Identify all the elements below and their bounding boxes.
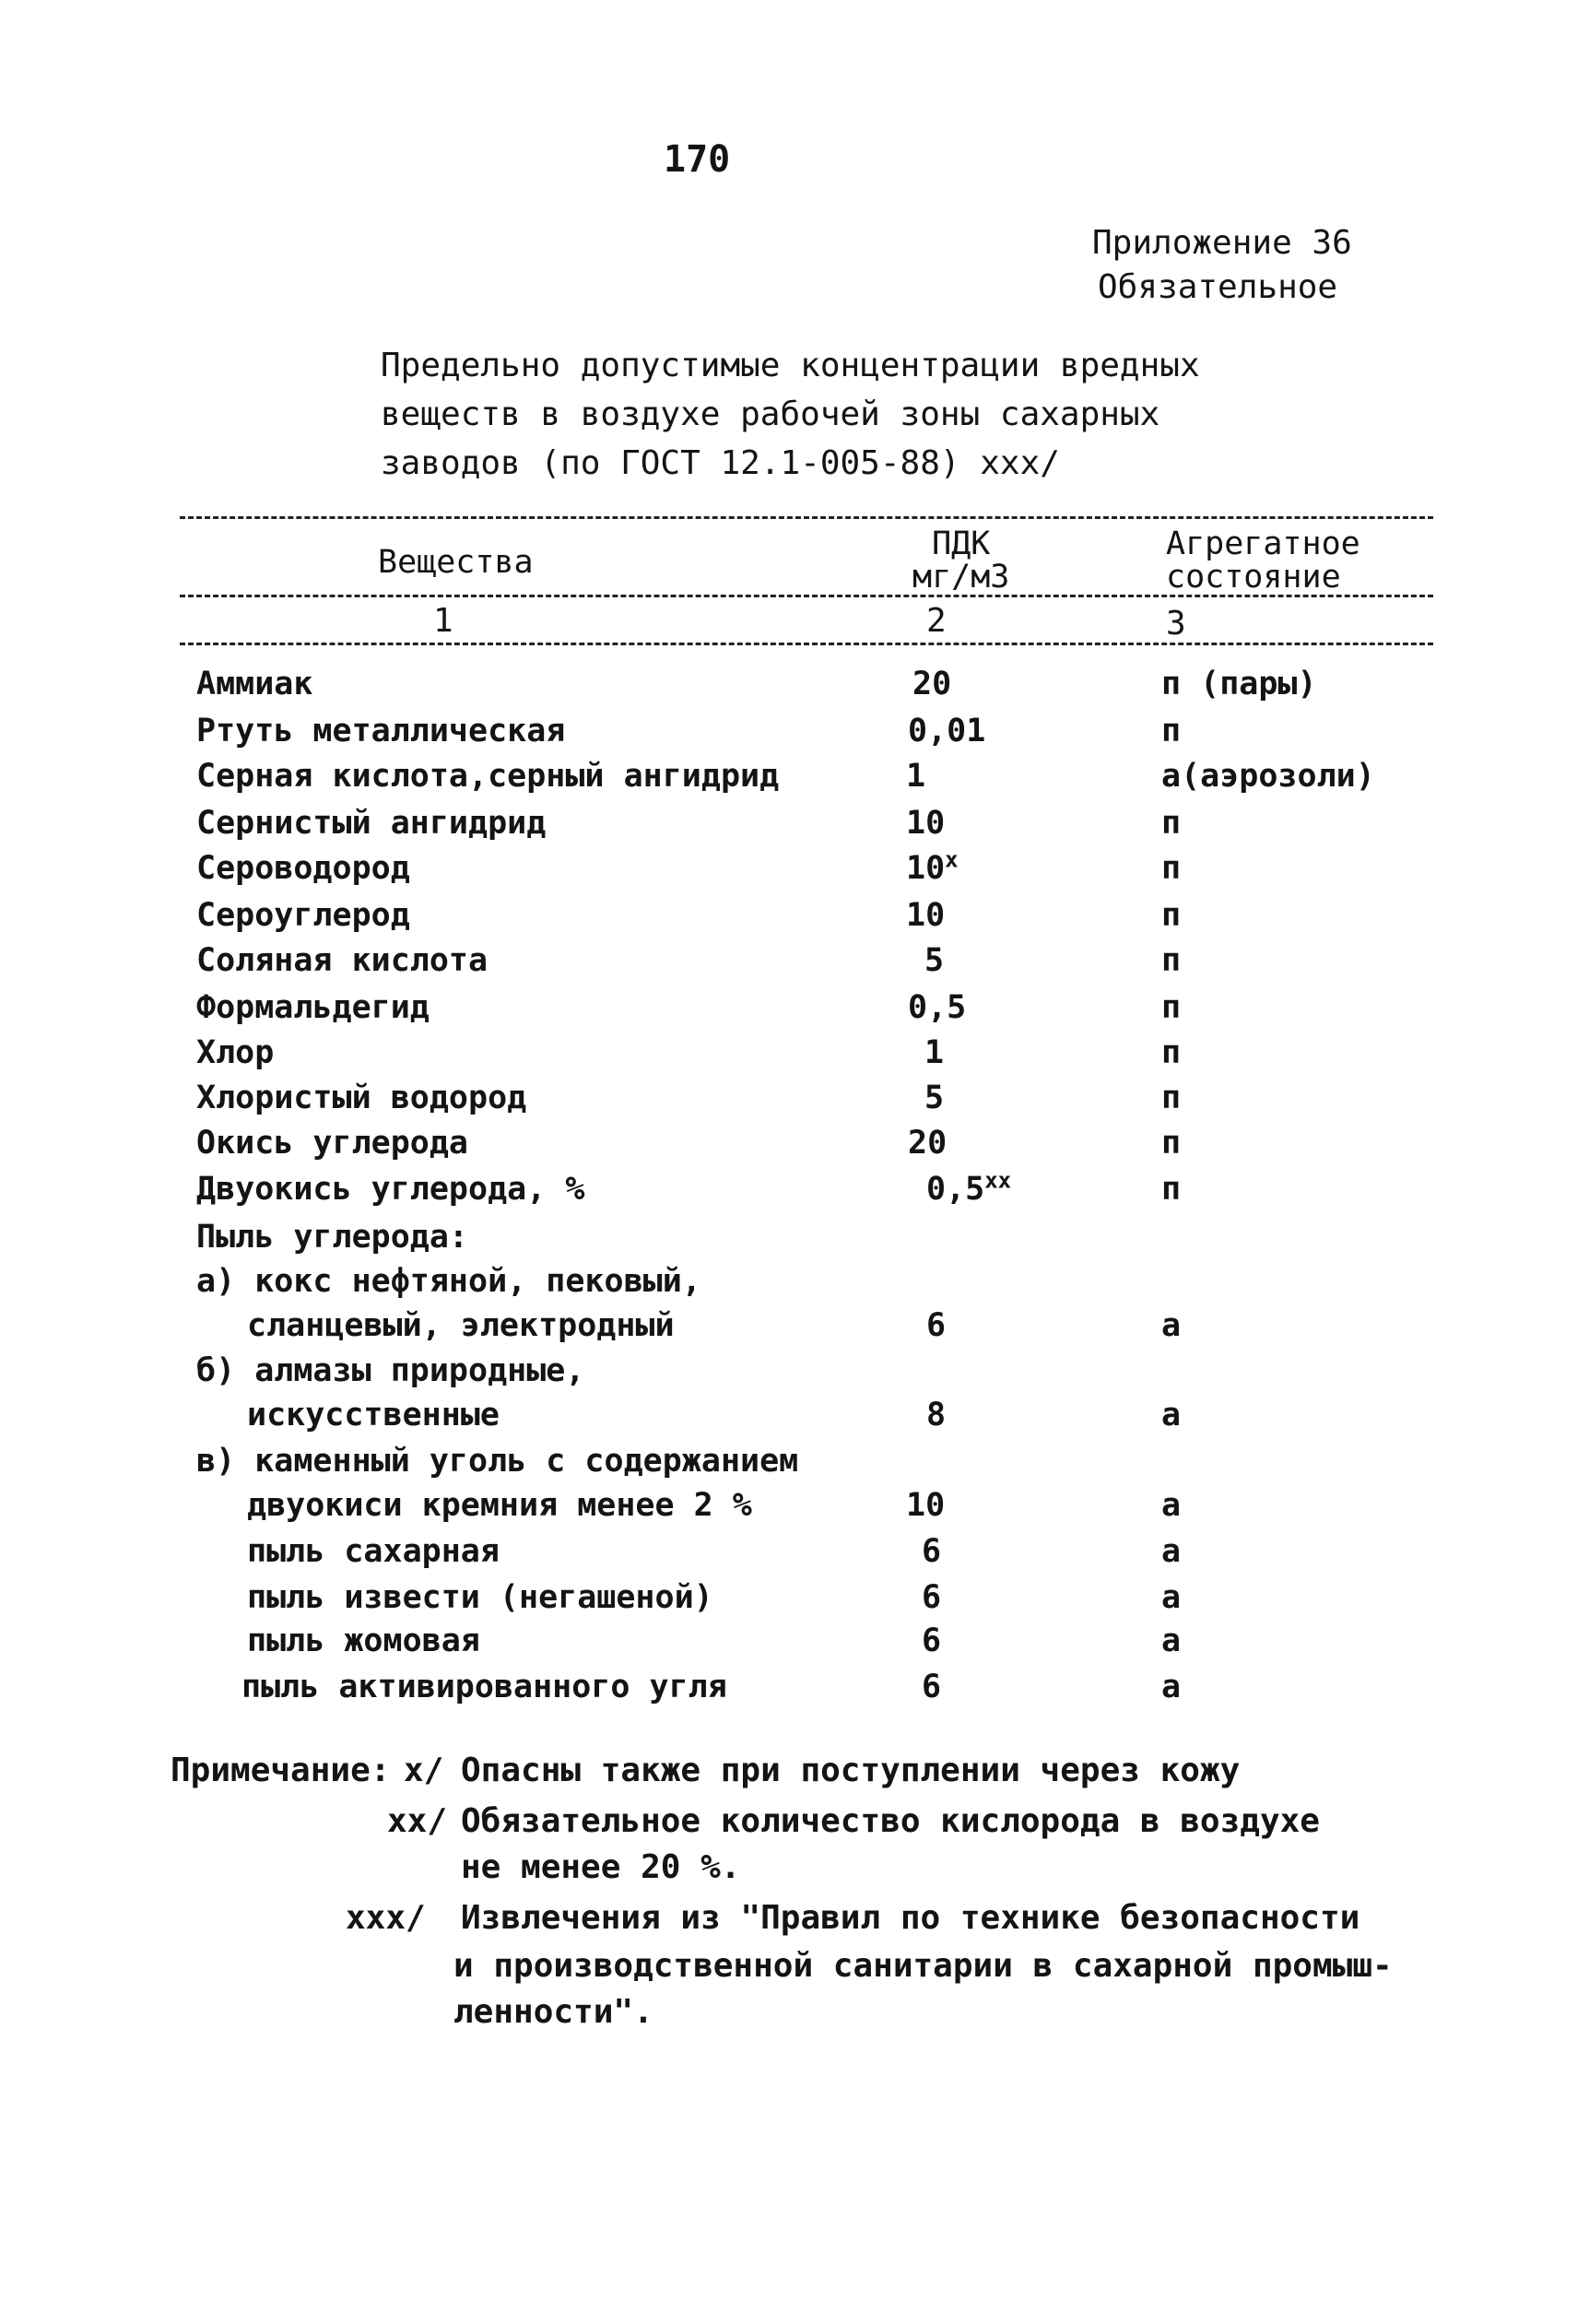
pdk-number: 6 <box>926 1307 947 1344</box>
aggregate-state: а <box>1161 1487 1182 1524</box>
substance-name: Ртуть металлическая <box>196 713 566 749</box>
pdk-number: 10 <box>906 1487 946 1524</box>
aggregate-state: п <box>1161 989 1182 1026</box>
pdk-value <box>908 989 966 1026</box>
pdk-number: 5 <box>924 942 945 979</box>
pdk-value <box>924 1079 944 1116</box>
note-2-text-line2: не менее 20 %. <box>461 1848 741 1886</box>
header-substance: Вещества <box>378 544 534 581</box>
aggregate-state: а(аэрозоли) <box>1161 758 1375 795</box>
substance-name: Серная кислота,серный ангидрид <box>196 758 780 795</box>
pdk-number: 1 <box>906 758 926 795</box>
aggregate-state: а <box>1161 1397 1182 1433</box>
pdk-number: 10 <box>906 897 946 934</box>
pdk-value <box>912 666 951 702</box>
aggregate-state: а <box>1161 1669 1182 1705</box>
table-top-rule <box>180 516 1433 519</box>
pdk-value <box>922 1533 941 1570</box>
substance-name: Сероуглерод <box>196 897 410 934</box>
header-state-line2: состояние <box>1166 559 1341 596</box>
pdk-value <box>926 1397 946 1433</box>
aggregate-state: п <box>1161 1034 1182 1071</box>
aggregate-state: п <box>1161 805 1182 842</box>
pdk-number: 20 <box>908 1125 948 1162</box>
pdk-number: 0,01 <box>908 713 986 749</box>
appendix-label <box>1092 221 1352 310</box>
substance-name: Формальдегид <box>196 989 430 1026</box>
pdk-number: 6 <box>922 1669 942 1705</box>
footnote-mark: хх <box>984 1167 1012 1194</box>
pdk-number: 6 <box>922 1533 942 1570</box>
substance-name: пыль извести (негашеной) <box>247 1579 713 1616</box>
column-number-2: 2 <box>926 602 947 640</box>
pdk-number: 10 <box>906 805 946 842</box>
substance-name: б) алмазы природные, <box>196 1352 585 1389</box>
substance-name: Хлористый водород <box>196 1079 527 1116</box>
aggregate-state: п <box>1161 850 1182 887</box>
substance-name: двуокиси кремния менее 2 % <box>247 1487 752 1524</box>
table-colnum-rule <box>180 643 1433 645</box>
pdk-value <box>922 1579 941 1616</box>
appendix-status: Обязательное <box>1098 268 1338 306</box>
aggregate-state: п <box>1161 713 1182 749</box>
aggregate-state: а <box>1161 1307 1182 1344</box>
aggregate-state: п <box>1161 942 1182 979</box>
pdk-value <box>926 1167 1012 1208</box>
header-state-line1: Агрегатное <box>1166 525 1360 562</box>
note-3-text-line3: ленности". <box>453 1993 653 2031</box>
pdk-number: 10 <box>906 850 946 887</box>
pdk-value <box>922 1669 941 1705</box>
appendix-number: Приложение 36 <box>1092 224 1352 262</box>
aggregate-state: п <box>1161 1125 1182 1162</box>
pdk-number: 0,5 <box>908 989 967 1026</box>
substance-name: Двуокись углерода, % <box>196 1171 585 1208</box>
aggregate-state: п <box>1161 1171 1182 1208</box>
substance-name: Окись углерода <box>196 1125 469 1162</box>
footnote-mark: х <box>945 846 959 873</box>
note-3-text-line2: и производственной санитарии в сахарной промыш- <box>453 1947 1393 1985</box>
pdk-value <box>906 758 925 795</box>
pdk-value <box>908 1125 947 1162</box>
substance-name: сланцевый, электродный <box>247 1307 675 1344</box>
pdk-number: 20 <box>912 666 952 702</box>
pdk-value <box>906 1487 945 1524</box>
pdk-number: 5 <box>924 1079 945 1116</box>
pdk-number: 0,5 <box>926 1171 985 1208</box>
substance-name: пыль сахарная <box>247 1533 500 1570</box>
pdk-value <box>906 897 945 934</box>
title-line-1: Предельно допустимые концентрации вредных <box>381 347 1200 384</box>
aggregate-state: п (пары) <box>1161 666 1317 702</box>
pdk-value <box>906 846 959 887</box>
pdk-number: 8 <box>926 1397 947 1433</box>
pdk-value <box>922 1622 941 1659</box>
substance-name: пыль жомовая <box>247 1622 480 1659</box>
substance-name: Соляная кислота <box>196 942 488 979</box>
substance-name: Сероводород <box>196 850 410 887</box>
aggregate-state: а <box>1161 1579 1182 1616</box>
header-pdk <box>912 527 1009 594</box>
substance-name: Сернистый ангидрид <box>196 805 547 842</box>
page-number: 170 <box>664 138 731 181</box>
note-2-mark: хх/ <box>387 1802 448 1840</box>
aggregate-state: п <box>1161 897 1182 934</box>
substance-name: а) кокс нефтяной, пековый, <box>196 1263 701 1300</box>
notes-label: Примечание: <box>171 1752 391 1789</box>
substance-name: Пыль углерода: <box>196 1219 469 1256</box>
substance-name: искусственные <box>247 1397 500 1433</box>
note-1-mark: х/ <box>404 1752 444 1789</box>
aggregate-state: а <box>1161 1622 1182 1659</box>
header-pdk-line1: ПДК <box>932 525 991 562</box>
title-line-3: заводов (по ГОСТ 12.1-005-88) ххх/ <box>381 444 1060 482</box>
note-1-text: Опасны также при поступлении через кожу <box>461 1752 1241 1789</box>
substance-name: Аммиак <box>196 666 313 702</box>
note-3-text-line1: Извлечения из "Правил по технике безопасности <box>461 1899 1360 1937</box>
column-number-1: 1 <box>433 602 453 640</box>
header-pdk-unit: мг/м3 <box>912 559 1010 596</box>
pdk-value <box>908 713 985 749</box>
pdk-value <box>924 942 944 979</box>
substance-name: пыль активированного угля <box>241 1669 727 1705</box>
pdk-number: 6 <box>922 1622 942 1659</box>
header-state <box>1166 527 1360 594</box>
document-title <box>381 341 1200 488</box>
pdk-number: 1 <box>924 1034 945 1071</box>
title-line-2: веществ в воздухе рабочей зоны сахарных <box>381 395 1160 433</box>
pdk-value <box>924 1034 944 1071</box>
substance-name: Хлор <box>196 1034 275 1071</box>
column-number-3: 3 <box>1166 605 1186 643</box>
aggregate-state: а <box>1161 1533 1182 1570</box>
pdk-value <box>906 805 945 842</box>
pdk-number: 6 <box>922 1579 942 1616</box>
aggregate-state: п <box>1161 1079 1182 1116</box>
note-3-mark: ххх/ <box>346 1899 426 1937</box>
substance-name: в) каменный уголь с содержанием <box>196 1443 799 1480</box>
note-2-text-line1: Обязательное количество кислорода в воздухе <box>461 1802 1320 1840</box>
pdk-value <box>926 1307 946 1344</box>
